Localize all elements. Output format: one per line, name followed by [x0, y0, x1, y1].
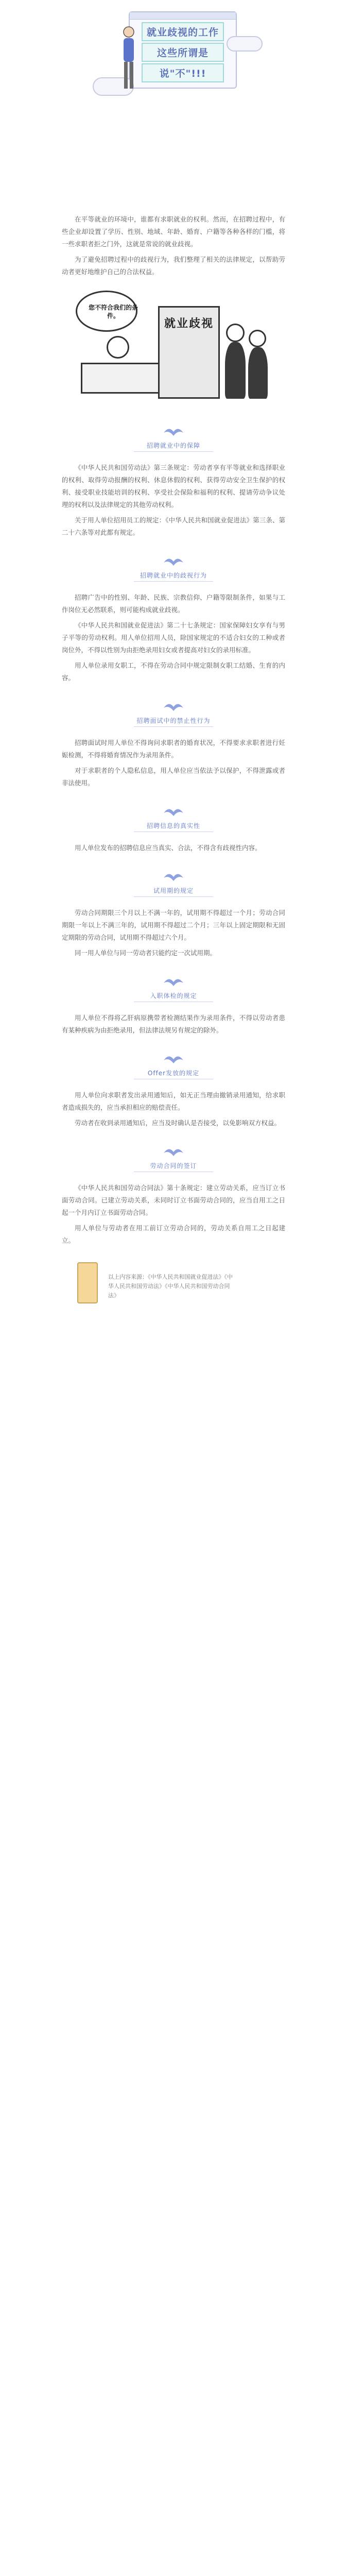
- person-icon: [118, 25, 139, 92]
- intro-paragraph: 在平等就业的环境中，谁都有求职就业的权利。然而，在招聘过程中，有些企业却设置了学历、性别、地域、年龄、婚育、户籍等各种各样的门槛，将一些求职者拒之门外，这就是常说的就业歧视。: [62, 215, 285, 248]
- section-title: Offer发放的规定: [147, 1070, 200, 1077]
- section-title: 招聘面试中的禁止性行为: [136, 717, 211, 724]
- section-paragraph: 用人单位发布的招聘信息应当真实、合法，不得含有歧视性内容。: [75, 844, 262, 852]
- discrimination-illustration: [71, 285, 276, 409]
- person-icon: [225, 342, 246, 399]
- sign-text: 就业歧视: [164, 317, 214, 330]
- section-header: [62, 552, 285, 584]
- section-paragraph: 劳动合同期限三个月以上不满一年的，试用期不得超过一个月；劳动合同期限一年以上不满三年的，试用期不得超过二个月；三年以上固定期限和无固定期限的劳动合同，试用期不得超过六个月。: [62, 909, 285, 941]
- section-title: 招聘就业中的歧视行为: [140, 572, 207, 579]
- section-title: 劳动合同的签订: [150, 1162, 197, 1170]
- section-header: [62, 422, 285, 454]
- footer: [62, 1252, 285, 1314]
- person-icon: [107, 336, 129, 359]
- bird-icon: [162, 1143, 185, 1161]
- section-header: [62, 868, 285, 900]
- section-title: 招聘就业中的保障: [146, 442, 200, 449]
- section-paragraph: 同一用人单位与同一劳动者只能约定一次试用期。: [75, 949, 217, 957]
- bird-icon: [162, 552, 185, 571]
- hero-title-line: 说"不"!!!: [142, 63, 224, 82]
- speech-bubble-text: 您不符合我们的条件。: [89, 304, 138, 319]
- person-icon: [226, 324, 245, 342]
- sign-board: [158, 306, 220, 399]
- section-header: [62, 1143, 285, 1175]
- desk: [81, 363, 163, 394]
- section-paragraph: 《中华人民共和国劳动合同法》第十条规定：建立劳动关系，应当订立书面劳动合同。已建立劳动关系，未同时订立书面劳动合同的，应当自用工之日起一个月内订立书面劳动合同。: [62, 1184, 285, 1216]
- person-icon: [248, 347, 268, 399]
- hero-title-line: 这些所谓是: [142, 43, 224, 62]
- hero-banner: [0, 0, 347, 211]
- section-paragraph: 《中华人民共和国劳动法》第三条规定：劳动者享有平等就业和选择职业的权利、取得劳动报酬的权利、休息休假的权利、获得劳动安全卫生保护的权利、接受职业技能培训的权利、享受社会保险和福利的权利、提请劳动争议处理的权利以及法律规定的其他劳动权利。: [62, 464, 285, 509]
- section-header: [62, 698, 285, 730]
- section-header: [62, 973, 285, 1005]
- bird-icon: [162, 868, 185, 886]
- intro-paragraph: 为了避免招聘过程中的歧视行为，我们整理了相关的法律规定，以帮助劳动者更好地维护自己的合法权益。: [62, 256, 285, 276]
- bird-icon: [162, 803, 185, 821]
- section-header: [62, 803, 285, 835]
- section-paragraph: 用人单位录用女职工，不得在劳动合同中规定限制女职工结婚、生育的内容。: [62, 662, 285, 682]
- person-icon: [249, 330, 266, 347]
- section-header: [62, 1050, 285, 1082]
- section-paragraph: 招聘广告中的性别、年龄、民族、宗教信仰、户籍等限制条件，如果与工作岗位无必然联系，则可能构成就业歧视。: [62, 594, 285, 614]
- section-paragraph: 用人单位不得将乙肝病原携带者检测结果作为录用条件，不得以劳动者患有某种疾病为由拒绝录用，但法律法规另有规定的除外。: [62, 1014, 285, 1034]
- section-paragraph: 《中华人民共和国就业促进法》第二十七条规定：国家保障妇女享有与男子平等的劳动权利。用人单位招用人员，除国家规定的不适合妇女的工种或者岗位外，不得以性别为由拒绝录用妇女或者提高对妇女的录用标准。: [62, 621, 285, 654]
- footer-note: 以上内容来源：《中华人民共和国就业促进法》《中华人民共和国劳动法》《中华人民共和国劳动合同法》: [108, 1274, 233, 1299]
- section-paragraph: 关于用人单位招用员工的规定：《中华人民共和国就业促进法》第三条、第二十六条等对此都有规定。: [62, 516, 285, 536]
- section-title: 入职体检的规定: [150, 992, 197, 999]
- bird-icon: [162, 1050, 185, 1069]
- section-paragraph: 用人单位向求职者发出录用通知后，如无正当理由撤销录用通知，给求职者造成损失的，应当承担相应的赔偿责任。: [62, 1091, 285, 1111]
- section-paragraph: 劳动者在收到录用通知后，应当及时确认是否接受，以免影响双方权益。: [75, 1119, 281, 1127]
- section-paragraph: 用人单位与劳动者在用工前订立劳动合同的，劳动关系自用工之日起建立。: [62, 1224, 285, 1244]
- bird-icon: [162, 973, 185, 991]
- hero-title-line: 就业歧视的工作: [142, 22, 224, 41]
- pencil-cup-icon: [77, 1262, 98, 1303]
- hero-title: [139, 21, 227, 84]
- section-title: 试用期的规定: [153, 887, 194, 894]
- bird-icon: [162, 422, 185, 441]
- section-paragraph: 招聘面试时用人单位不得询问求职者的婚育状况，不得要求求职者进行妊娠检测，不得将婚育情况作为录用条件。: [62, 739, 285, 759]
- chat-bubble-icon: [227, 36, 263, 52]
- speech-bubble: [76, 291, 137, 332]
- bird-icon: [162, 698, 185, 716]
- section-paragraph: 对于求职者的个人隐私信息，用人单位应当依法予以保护，不得泄露或者非法使用。: [62, 767, 285, 787]
- section-title: 招聘信息的真实性: [146, 822, 200, 829]
